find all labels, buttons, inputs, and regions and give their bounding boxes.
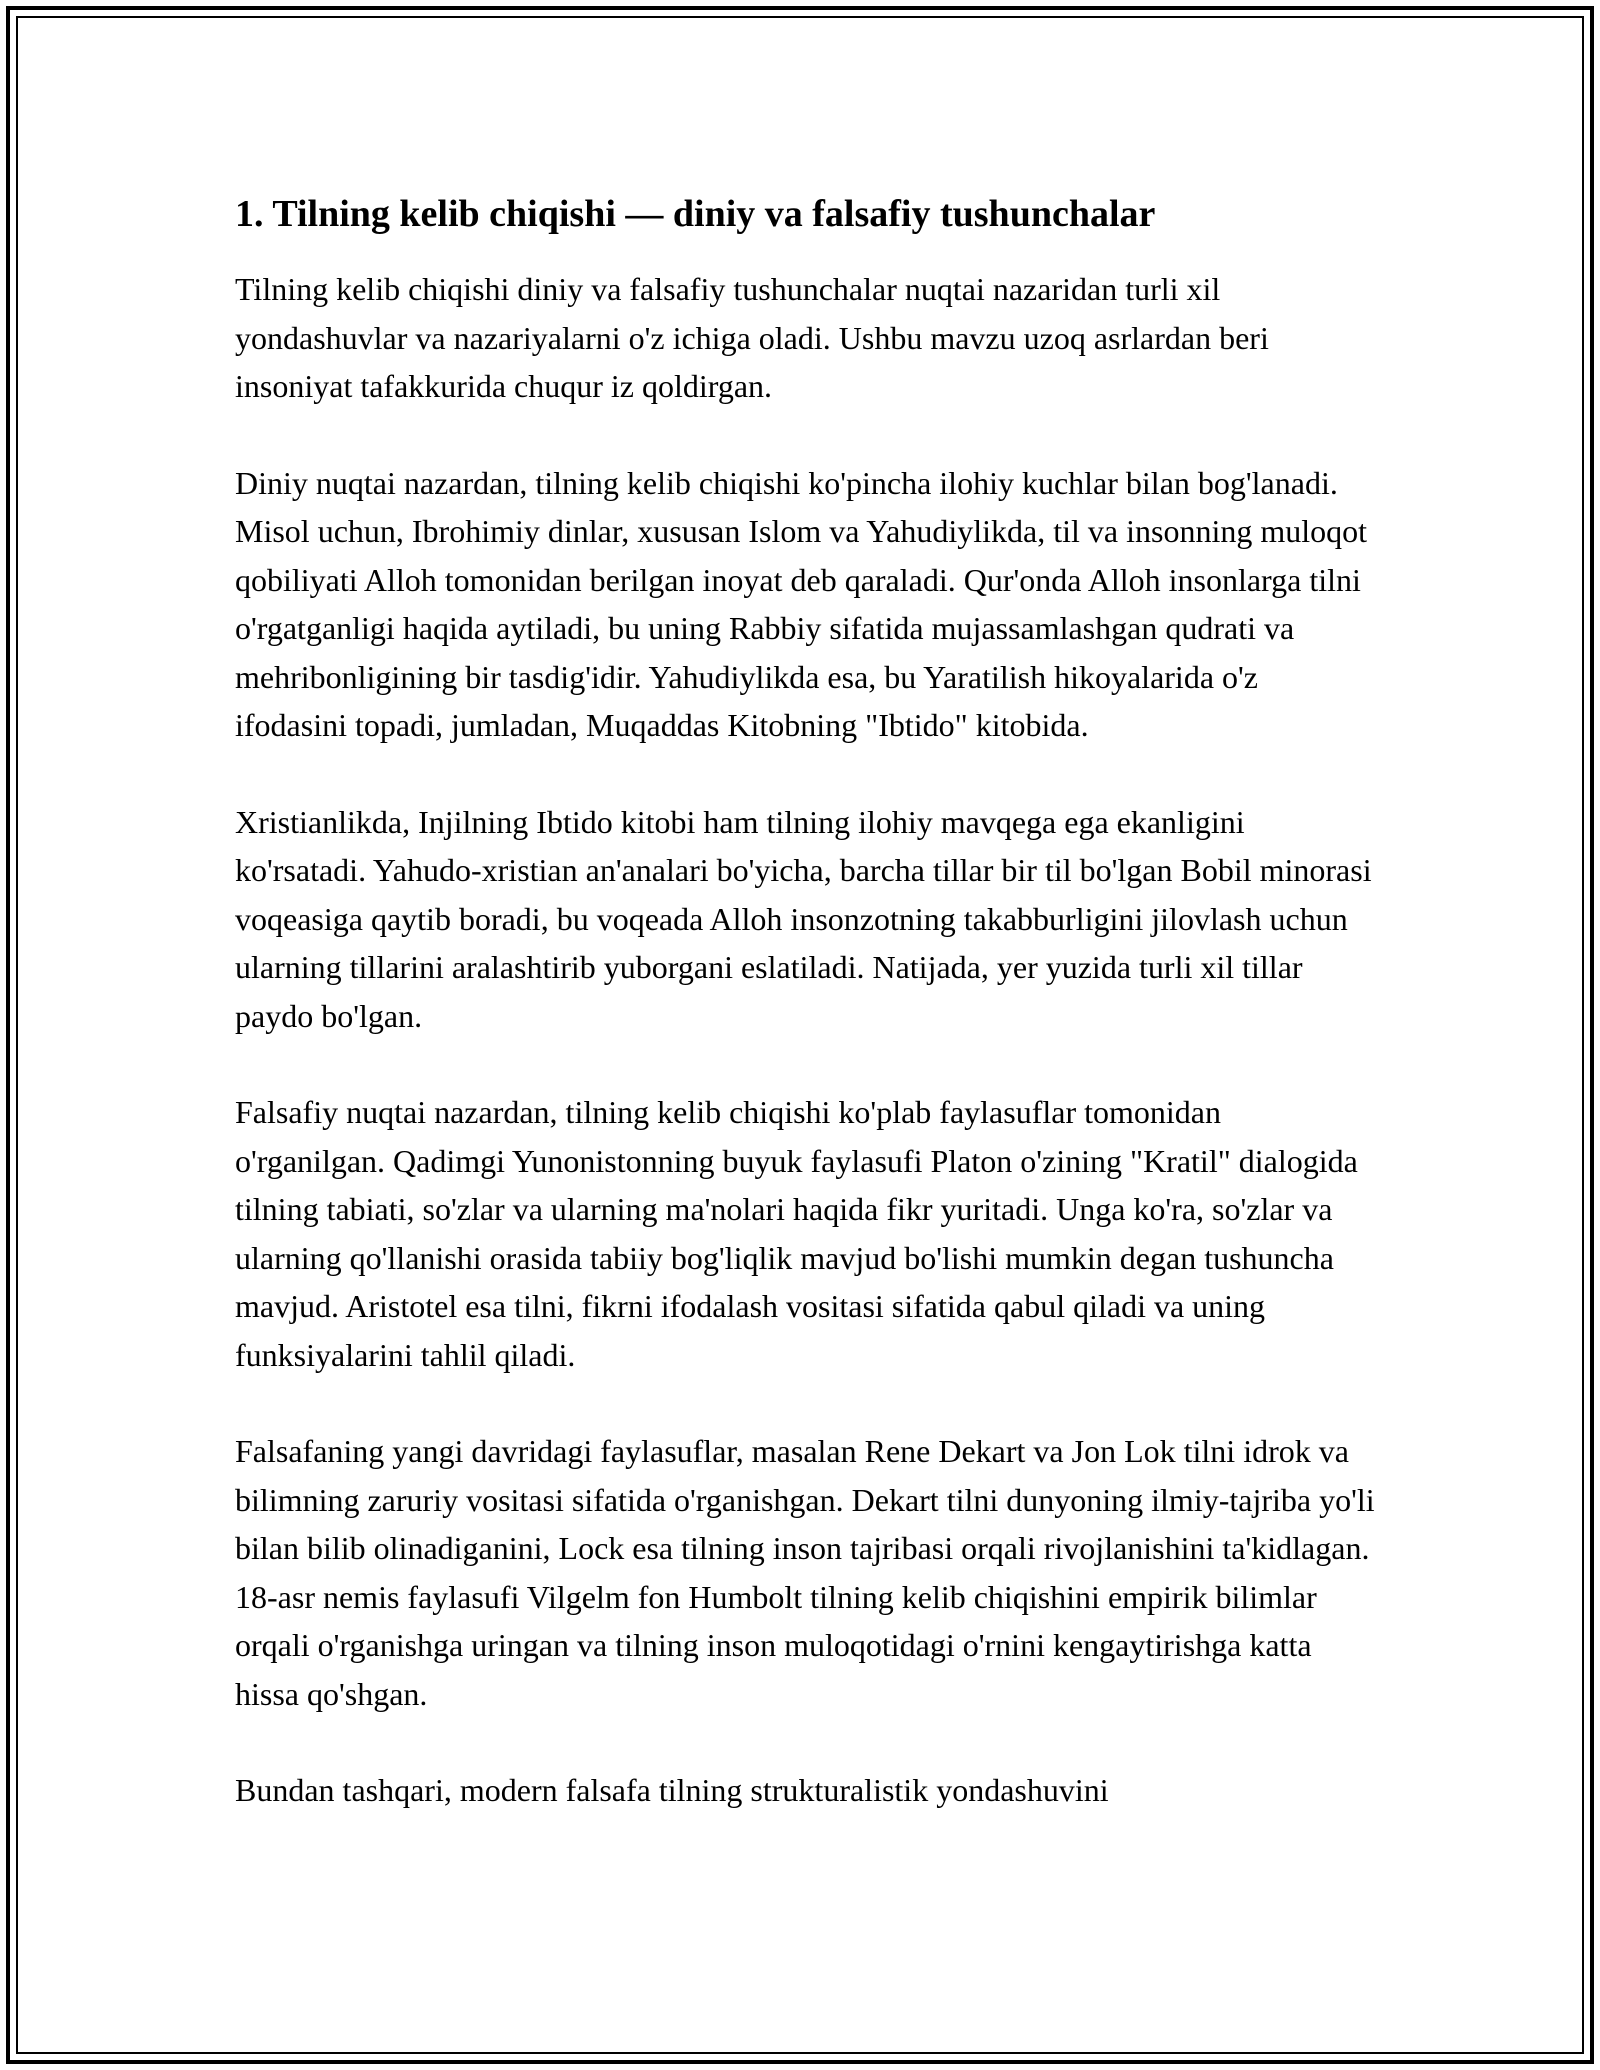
- paragraph-modern-philosophy: Bundan tashqari, modern falsafa tilning strukturalistik yondashuvini: [235, 1772, 1109, 1808]
- paragraph-christianity: Xristianlikda, Injilning Ibtido kitobi ham tilning ilohiy mavqega ega ekanligini ko'rsatadi. Yahudo-xristian an'analari bo'yicha, barcha tillar bir til bo'lgan Bobil minorasi voqeasiga qaytib boradi, bu voqeada Alloh insonzotning takabburligini jilovlash uchun ularning tillarini aralashtirib yuborgani eslatiladi. Natijada, yer yuzida turli xil tillar paydo bo'lgan.: [235, 803, 1372, 1034]
- paragraph-intro: Tilning kelib chiqishi diniy va falsafiy tushunchalar nuqtai nazaridan turli xil yondashuvlar va nazariyalarni o'z ichiga oladi. Ushbu mavzu uzoq asrlardan beri insoniyat tafakkurida chuqur iz qoldirgan.: [235, 271, 1269, 404]
- section-heading: 1. Tilning kelib chiqishi — diniy va falsafiy tushunchalar: [235, 193, 1156, 235]
- document-page: [235, 185, 1375, 1863]
- paragraph-religious-view: Diniy nuqtai nazardan, tilning kelib chiqishi ko'pincha ilohiy kuchlar bilan bog'lanadi. Misol uchun, Ibrohimiy dinlar, xususan Islom va Yahudiylikda, til va insonning muloqot qobiliyati Alloh tomonidan berilgan inoyat deb qaraladi. Qur'onda Alloh insonlarga tilni o'rgatganligi haqida aytiladi, bu uning Rabbiy sifatida mujassamlashgan qudrati va mehribonligining bir tasdig'idir. Yahudiylikda esa, bu Yaratilish hikoyalarida o'z ifodasini topadi, jumladan, Muqaddas Kitobning "Ibtido" kitobida.: [235, 464, 1368, 743]
- paragraph-modern-philosophers: Falsafaning yangi davridagi faylasuflar, masalan Rene Dekart va Jon Lok tilni idrok va bilimning zaruriy vositasi sifatida o'rganishgan. Dekart tilni dunyoning ilmiy-tajriba yo'li bilan bilib olinadiganini, Lock esa tilning inson tajribasi orqali rivojlanishini ta'kidlagan. 18-asr nemis faylasufi Vilgelm fon Humbolt tilning kelib chiqishini empirik bilimlar orqali o'rganishga uringan va tilning inson muloqotidagi o'rnini kengaytirishga katta hissa qo'shgan.: [235, 1433, 1375, 1712]
- paragraph-philosophical-view: Falsafiy nuqtai nazardan, tilning kelib chiqishi ko'plab faylasuflar tomonidan o'rganilgan. Qadimgi Yunonistonning buyuk faylasufi Platon o'zining "Kratil" dialogida tilning tabiati, so'zlar va ularning ma'nolari haqida fikr yuritadi. Unga ko'ra, so'zlar va ularning qo'llanishi orasida tabiiy bog'liqlik mavjud bo'lishi mumkin degan tushuncha mavjud. Aristotel esa tilni, fikrni ifodalash vositasi sifatida qabul qiladi va uning funksiyalarini tahlil qiladi.: [235, 1094, 1358, 1373]
